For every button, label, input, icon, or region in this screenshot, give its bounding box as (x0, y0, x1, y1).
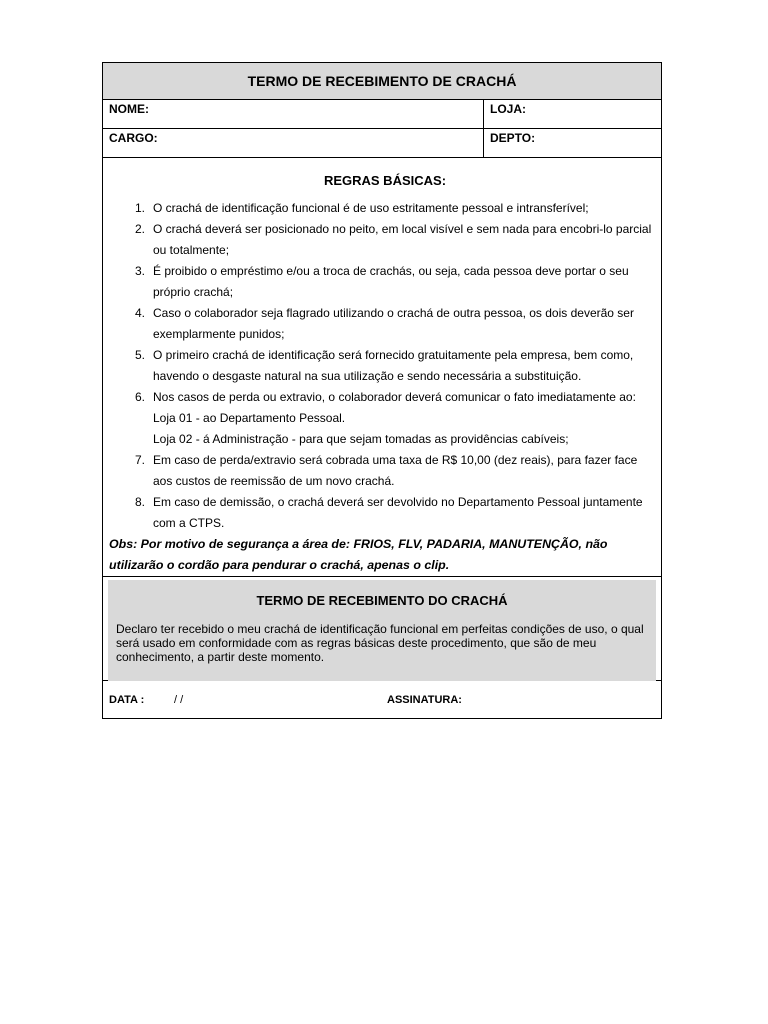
rule-text (153, 387, 661, 450)
rules-section (103, 173, 661, 577)
rule-item (109, 261, 661, 303)
rule-line: Nos casos de perda ou extravio, o colaborador deverá comunicar o fato imediatamente ao: (153, 390, 636, 404)
rule-line: Loja 01 - ao Departamento Pessoal. (153, 411, 346, 425)
rule-line: O crachá deverá ser posicionado no peito, em local visível e sem nada para encobri-lo parcial ou totalmente; (153, 222, 652, 257)
rule-line: Caso o colaborador seja flagrado utilizando o crachá de outra pessoa, os dois deverão ser exemplarmente punidos; (153, 306, 634, 341)
rules-list (109, 198, 661, 534)
rule-number: 3. (134, 264, 145, 278)
form-title: TERMO DE RECEBIMENTO DE CRACHÁ (103, 63, 661, 100)
rule-item (109, 303, 661, 345)
rule-number: 6. (134, 390, 145, 404)
rule-line: Em caso de demissão, o crachá deverá ser devolvido no Departamento Pessoal juntamente com a CTPS. (153, 495, 643, 530)
rule-text (153, 303, 661, 345)
rule-number: 8. (134, 495, 145, 509)
rule-line: É proibido o empréstimo e/ou a troca de crachás, ou seja, cada pessoa deve portar o seu próprio crachá; (153, 264, 629, 299)
rule-line: O primeiro crachá de identificação será fornecido gratuitamente pela empresa, bem como, havendo o desgaste natural na sua utilização e sendo necessária a substituição. (153, 348, 634, 383)
signature-label: ASSINATURA: (387, 693, 462, 706)
rule-number: 1. (134, 201, 145, 215)
role-dept-row (103, 129, 661, 158)
rule-item (109, 345, 661, 387)
name-field-label: NOME: (103, 100, 484, 128)
rule-text (153, 219, 661, 261)
rule-text (153, 345, 661, 387)
date-signature-row (103, 681, 661, 718)
rule-text (153, 450, 661, 492)
date-label: DATA : (109, 693, 145, 706)
dept-field-label: DEPTO: (490, 131, 536, 145)
rule-line: Em caso de perda/extravio será cobrada uma taxa de R$ 10,00 (dez reais), para fazer face aos custos de reemissão de um novo crachá. (153, 453, 638, 488)
rules-title: REGRAS BÁSICAS: (323, 173, 447, 188)
rule-number: 2. (134, 222, 145, 236)
role-field-label: CARGO: (103, 129, 484, 157)
rule-text (153, 261, 661, 303)
rule-item (109, 450, 661, 492)
rule-number: 5. (134, 348, 145, 362)
date-slashes: / / (174, 693, 184, 706)
rule-text (153, 492, 661, 534)
store-field-label: LOJA: (490, 102, 526, 116)
rule-item (109, 387, 661, 450)
rule-number: 7. (134, 453, 145, 467)
rule-item (109, 219, 661, 261)
rule-text (153, 198, 661, 219)
receipt-declaration: Declaro ter recebido o meu crachá de identificação funcional em perfeitas condições de uso, o qual será usado em conformidade com as regras básicas deste procedimento, que são de meu conhecimento, a partir deste momento. (116, 622, 644, 664)
rule-line: O crachá de identificação funcional é de uso estritamente pessoal e intransferível; (153, 201, 589, 215)
receipt-section (103, 577, 661, 681)
rule-line: Loja 02 - á Administração - para que sejam tomadas as providências cabíveis; (153, 432, 569, 446)
badge-receipt-form (102, 62, 662, 719)
name-store-row (103, 100, 661, 129)
receipt-title: TERMO DE RECEBIMENTO DO CRACHÁ (256, 593, 508, 608)
receipt-box (108, 580, 656, 681)
rule-item (109, 198, 661, 219)
obs-note: Obs: Por motivo de segurança a área de: FRIOS, FLV, PADARIA, MANUTENÇÃO, não utilizarão o cordão para pendurar o crachá, apenas o clip. (109, 537, 608, 572)
rule-item (109, 492, 661, 534)
rule-number: 4. (134, 306, 145, 320)
